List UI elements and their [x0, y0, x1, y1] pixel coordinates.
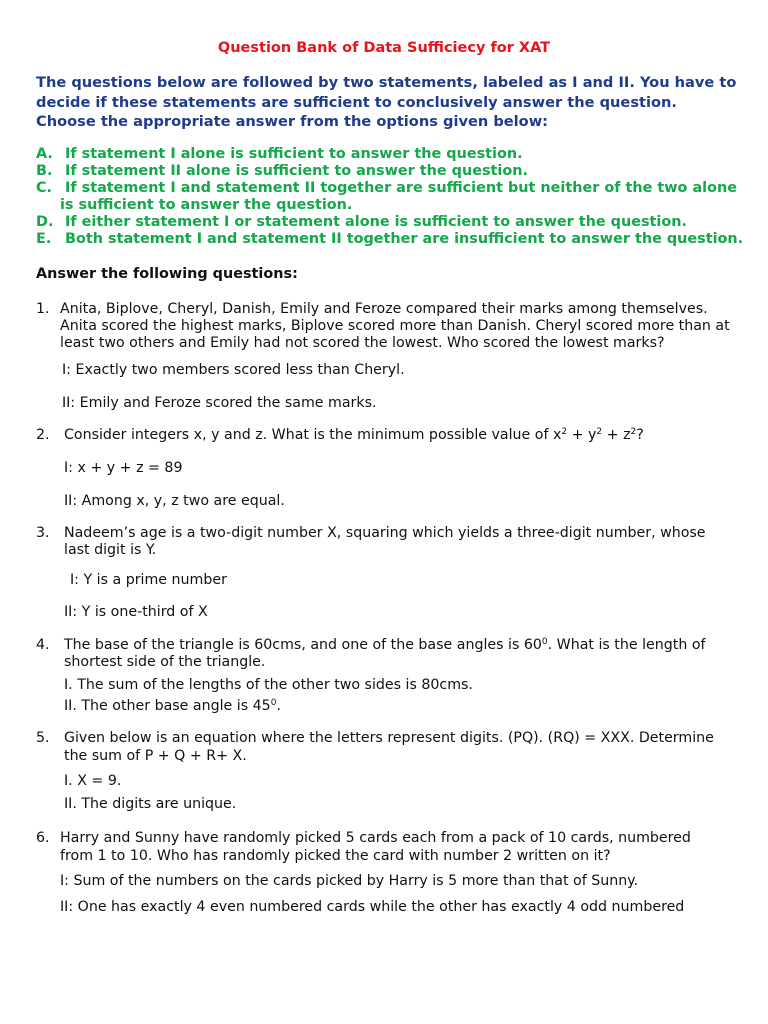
- option-key: D.: [36, 214, 54, 230]
- question-2-text: Consider integers x, y and z. What is the minimum possible value of $x^2 + y^2 + z^2$?: [64, 427, 644, 443]
- question-3-line-1: Nadeem’s age is a two-digit number X, squaring which yields a three-digit number, whose: [64, 525, 706, 541]
- section-heading: Answer the following questions:: [36, 266, 298, 282]
- option-text: If statement II alone is sufficient to answer the question.: [65, 163, 528, 179]
- option-text: If statement I alone is sufficient to answer the question.: [65, 146, 523, 162]
- question-4-line-2: shortest side of the triangle.: [64, 654, 266, 670]
- question-2-statement-1: I: x + y + z = 89: [64, 460, 183, 476]
- question-number: 2.: [36, 427, 50, 443]
- question-number: 4.: [36, 637, 50, 653]
- question-1-line-1: Anita, Biplove, Cheryl, Danish, Emily and Feroze compared their marks among themselves.: [60, 301, 708, 317]
- question-5-statement-2: II. The digits are unique.: [64, 796, 237, 812]
- question-number: 3.: [36, 525, 50, 541]
- question-6-statement-1: I: Sum of the numbers on the cards picked by Harry is 5 more than that of Sunny.: [60, 873, 639, 889]
- question-4-statement-2: II. The other base angle is $45^0$.: [64, 698, 281, 714]
- question-3-line-2: last digit is Y.: [64, 542, 157, 558]
- option-text: Both statement I and statement II together are insufficient to answer the question.: [65, 231, 744, 247]
- question-1-line-3: least two others and Emily had not scored the lowest. Who scored the lowest marks?: [60, 335, 665, 351]
- option-key: E.: [36, 231, 52, 247]
- option-a: [36, 146, 523, 163]
- question-5-line-2: the sum of P + Q + R+ X.: [64, 748, 247, 764]
- question-3-statement-2: II: Y is one-third of X: [64, 604, 208, 620]
- question-6-line-2: from 1 to 10. Who has randomly picked the card with number 2 written on it?: [60, 848, 611, 864]
- question-number: 6.: [36, 830, 50, 846]
- document-title: Question Bank of Data Sufficiecy for XAT: [217, 40, 551, 56]
- option-key: A.: [36, 146, 53, 162]
- question-5-statement-1: I. X = 9.: [64, 773, 122, 789]
- option-text: If statement I and statement II together are sufficient but neither of the two alone: [65, 180, 737, 196]
- question-1-statement-1: I: Exactly two members scored less than Cheryl.: [62, 362, 405, 378]
- option-b: [36, 163, 528, 180]
- option-c-continuation: is sufficient to answer the question.: [60, 197, 353, 213]
- option-key: B.: [36, 163, 53, 179]
- question-number: 5.: [36, 730, 50, 746]
- question-5-line-1: Given below is an equation where the letters represent digits. (PQ). (RQ) = XXX. Determine: [64, 730, 714, 746]
- question-6-statement-2: II: One has exactly 4 even numbered cards while the other has exactly 4 odd numbered: [60, 899, 685, 915]
- option-c: [36, 180, 737, 197]
- question-6-line-1: Harry and Sunny have randomly picked 5 cards each from a pack of 10 cards, numbered: [60, 830, 691, 846]
- option-e: [36, 231, 743, 248]
- instructions-paragraph: The questions below are followed by two statements, labeled as I and II. You have to decide if these statements are sufficient to conclusively answer the question. Choose the appropriate answer from the options given below:: [36, 74, 737, 130]
- question-1-statement-2: II: Emily and Feroze scored the same marks.: [62, 395, 377, 411]
- option-key: C.: [36, 180, 53, 196]
- question-4-statement-1: I. The sum of the lengths of the other two sides is 80cms.: [64, 677, 473, 693]
- question-number: 1.: [36, 301, 50, 317]
- question-4-line-1: The base of the triangle is 60cms, and one of the base angles is $60^0$. What is the length of: [64, 637, 706, 653]
- question-2-statement-2: II: Among x, y, z two are equal.: [64, 493, 285, 509]
- option-d: [36, 214, 687, 231]
- question-1-line-2: Anita scored the highest marks, Biplove scored more than Danish. Cheryl scored more than at: [60, 318, 730, 334]
- option-text: If either statement I or statement alone is sufficient to answer the question.: [65, 214, 687, 230]
- question-3-statement-1: I: Y is a prime number: [70, 572, 227, 588]
